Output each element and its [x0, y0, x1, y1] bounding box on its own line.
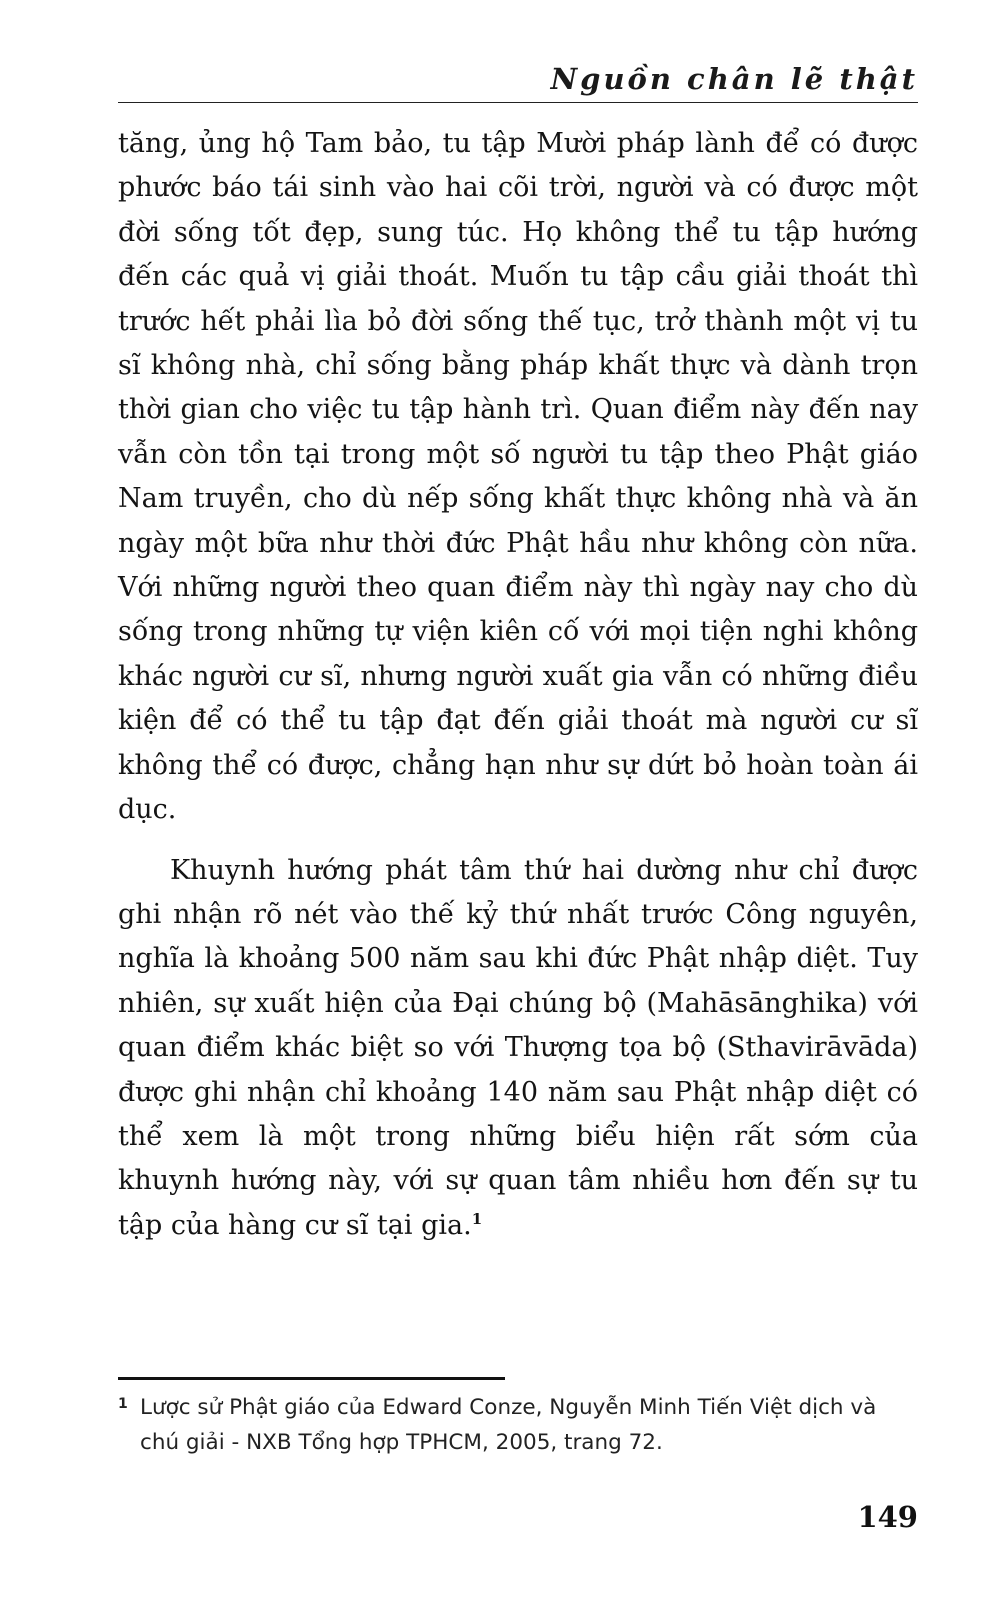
- footnote-reference[interactable]: 1: [471, 1209, 483, 1228]
- paragraph-continued: [118, 122, 918, 833]
- footnote-divider: [118, 1377, 505, 1380]
- footnote-marker: 1: [118, 1396, 128, 1412]
- footnote-text: Lược sử Phật giáo của Edward Conze, Nguyễn Minh Tiến Việt dịch và chú giải - NXB Tổng hợp TPHCM, 2005, trang 72.: [140, 1395, 877, 1455]
- footnote: [118, 1390, 918, 1460]
- paragraph-1-text: tăng, ủng hộ Tam bảo, tu tập Mười pháp lành để có được phước báo tái sinh vào hai cõi trời, người và có được một đời sống tốt đẹp, sung túc. Họ không thể tu tập hướng đến các quả vị giải thoát. Muốn tu tập cầu giải thoát thì trước hết phải lìa bỏ đời sống thế tục, trở thành một vị tu sĩ không nhà, chỉ sống bằng pháp khất thực và dành trọn thời gian cho việc tu tập hành trì. Quan điểm này đến nay vẫn còn tồn tại trong một số người tu tập theo Phật giáo Nam truyền, cho dù nếp sống khất thực không nhà và ăn ngày một bữa như thời đức Phật hầu như không còn nữa. Với những người theo quan điểm này thì ngày nay cho dù sống trong những tự viện kiên cố với mọi tiện nghi không khác người cư sĩ, nhưng người xuất gia vẫn có những điều kiện để có thể tu tập đạt đến giải thoát mà người cư sĩ không thể có được, chẳng hạn như sự dứt bỏ hoàn toàn ái dục.: [118, 128, 918, 826]
- running-title: Nguồn chân lẽ thật: [550, 62, 918, 96]
- running-header: [118, 44, 918, 103]
- paragraph-2-text: Khuynh hướng phát tâm thứ hai dường như chỉ được ghi nhận rõ nét vào thế kỷ thứ nhất trước Công nguyên, nghĩa là khoảng 500 năm sau khi đức Phật nhập diệt. Tuy nhiên, sự xuất hiện của Đại chúng bộ (Mahāsānghika) với quan điểm khác biệt so với Thượng tọa bộ (Sthavirāvāda) được ghi nhận chỉ khoảng 140 năm sau Phật nhập diệt có thể xem là một trong những biểu hiện rất sớm của khuynh hướng này, với sự quan tâm nhiều hơn đến sự tu tập của hàng cư sĩ tại gia.: [118, 854, 918, 1241]
- paragraph: [118, 849, 918, 1249]
- page-number: 149: [857, 1500, 918, 1534]
- body-text: [118, 122, 918, 1248]
